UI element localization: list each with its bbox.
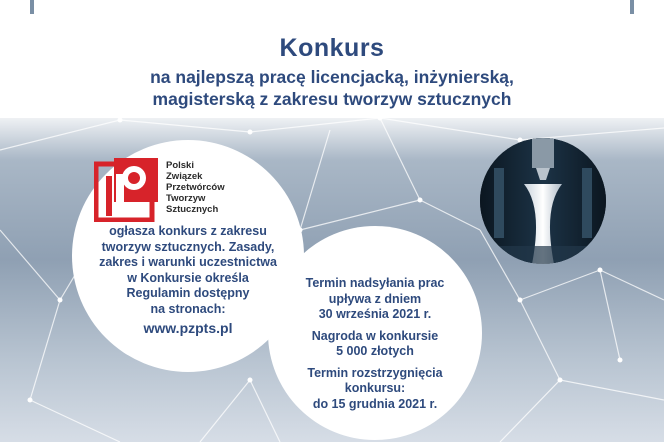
announcement-line: ogłasza konkurs z zakresu (109, 224, 267, 238)
prize-value: 5 000 złotych (336, 344, 414, 358)
subtitle-line-2: magisterską z zakresu tworzyw sztucznych (152, 89, 512, 109)
prize-label: Nagroda w konkursie (311, 328, 439, 343)
page-title: Konkurs (279, 34, 385, 62)
subtitle (60, 66, 604, 110)
printer-photo (480, 138, 606, 264)
logo-line: Polski (166, 160, 194, 171)
website-link[interactable]: www.pzpts.pl (143, 320, 233, 336)
logo-line: Przetwórców (166, 182, 225, 193)
announcement-line: na stronach: (150, 301, 226, 316)
deadline-label: Termin nadsyłania prac (305, 276, 445, 290)
announcement-line: Regulamin dostępny (126, 286, 250, 300)
announcement-line: tworzyw sztucznych. Zasady, (101, 239, 275, 254)
logo-line: Sztucznych (166, 204, 219, 215)
announcement-line: w Konkursie określa (127, 270, 249, 285)
pzpts-logo (94, 156, 160, 222)
3d-printer-illustration (480, 138, 606, 264)
contest-details (290, 276, 460, 412)
announcement-line: zakres i warunki uczestnictwa (99, 255, 277, 269)
deadline-label-2: upływa z dniem (328, 291, 422, 306)
subtitle-line-1: na najlepszą pracę licencjacką, inżynierską, (150, 67, 514, 87)
logo-wordmark (166, 160, 225, 215)
logo-line: Związek (166, 171, 203, 182)
deadline-date: 30 września 2021 r. (318, 307, 432, 321)
announcement-text (98, 224, 278, 317)
result-label: Termin rozstrzygnięcia (307, 365, 443, 380)
logo-line: Tworzyw (166, 193, 206, 204)
result-date: do 15 grudnia 2021 r. (312, 396, 438, 411)
result-label-2: konkursu: (344, 381, 406, 395)
